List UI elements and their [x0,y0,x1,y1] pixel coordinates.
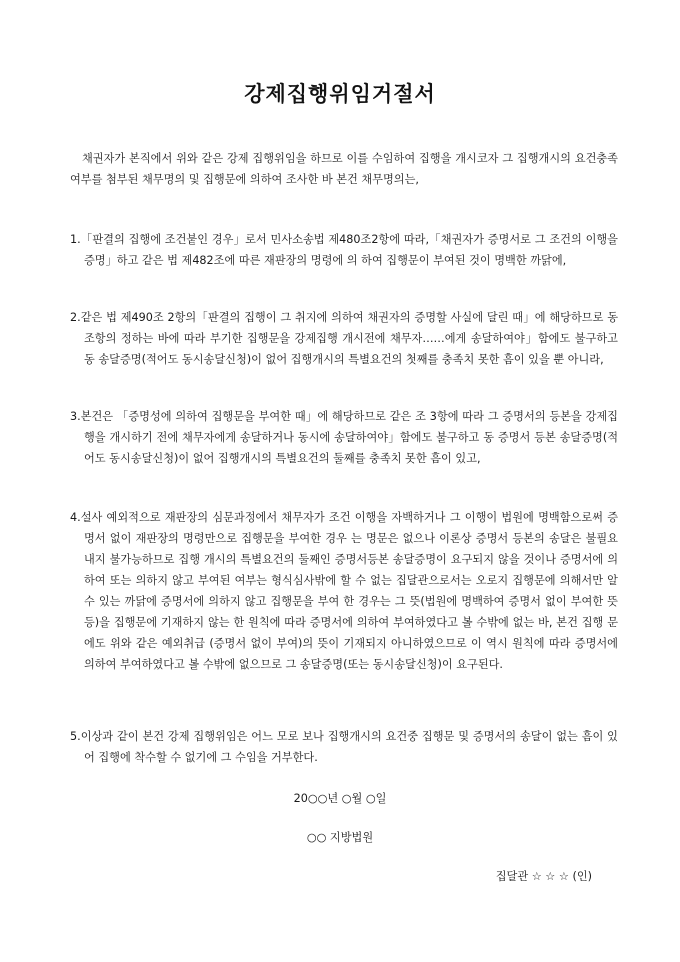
list-item-5 [70,726,618,768]
list-item-3 [70,406,618,469]
item-number: 1. [70,233,81,246]
item-text: 설사 예외적으로 재판장의 심문과정에서 채무자가 조건 이행을 자백하거나 그 이행이 법원에 명백함으로써 증명서 없이 재판장의 명령만으로 집행문을 부여한 경우 는 명문은 없으나 이론상 증명서 등본의 송달은 불필요 내지 불가능하므로 집행 개시의 특별요건의 둘째인 증명서등본 송달증명이 요구되지 않을 것이나 증명서에 의하여 또는 의하지 않고 부여된 여부는 형식심사밖에 할 수 없는 집달관으로서는 오로지 집행문에 의해서만 알 수 있는 까닭에 증명서에 의하지 않고 집행문을 부여 한 경우는 그 뜻(법원에 명백하여 증명서 없이 부여한 뜻 등)을 집행문에 기재하지 않는 한 원칙에 따라 증명서에 의하여 부여하였다고 볼 수밖에 없는 바, 본건 집행 문에도 위와 같은 예외취급 (증명서 없이 부여)의 뜻이 기재되지 아니하였으므로 이 역시 원칙에 따라 증명서에 의하여 부여하였다고 볼 수밖에 없으므로 그 송달증명(또는 동시송달신청)이 요구된다. [80,511,618,671]
list-item-4 [70,507,618,675]
item-number: 2. [70,311,81,324]
item-text: 이상과 같이 본건 강제 집행위임은 어느 모로 보나 집행개시의 요건중 집행문 및 증명서의 송달이 없는 흠이 있어 집행에 착수할 수 없기에 그 수임을 거부한다. [80,730,618,764]
item-number: 5. [70,730,81,743]
list-item-1 [70,229,618,271]
document-title: 강제집행위임거절서 [244,81,436,106]
item-text: 같은 법 제490조 2항의「판결의 집행이 그 취지에 의하여 채권자의 증명할 사실에 달린 때」에 해당하므로 동 조항의 정하는 바에 따라 부기한 집행문을 강제집행 개시전에 채무자……에게 송달하여야」함에도 불구하고 동 송달증명(적어도 동시송달신청)이 없어 집행개시의 특별요건의 첫째를 충족치 못한 흠이 있을 뿐 아니라, [80,311,618,366]
intro-paragraph: 채권자가 본직에서 위와 같은 강제 집행위임을 하므로 이를 수임하여 집행을 개시코자 그 집행개시의 요건충족 여부를 첨부된 채무명의 및 집행문에 의하여 조사한 바 본건 채무명의는, [70,152,618,186]
court-name: ○○ 지방법원 [306,831,374,844]
list-item-2 [70,307,618,370]
document-date: 20○○년 ○월 ○일 [293,792,387,805]
item-text: 본건은 「증명성에 의하여 집행문을 부여한 때」에 해당하므로 같은 조 3항에 따라 그 증명서의 등본을 강제집행을 개시하기 전에 채무자에게 송달하거나 동시에 송달하여야」함에도 불구하고 동 증명서 등본 송달증명(적어도 동시송달신청)이 없어 집행개시의 특별요건의 둘째를 충족치 못한 흠이 있고, [80,410,618,465]
item-number: 4. [70,511,81,524]
item-text: 「판결의 집행에 조건붙인 경우」로서 민사소송법 제480조2항에 따라,「채권자가 증명서로 그 조건의 이행을 증명」하고 같은 법 제482조에 따른 재판장의 명령에 의 하여 집행문이 부여된 것이 명백한 까닭에, [80,233,618,267]
item-number: 3. [70,410,81,423]
signer-line: 집달관 ☆ ☆ ☆ (인) [495,870,592,883]
